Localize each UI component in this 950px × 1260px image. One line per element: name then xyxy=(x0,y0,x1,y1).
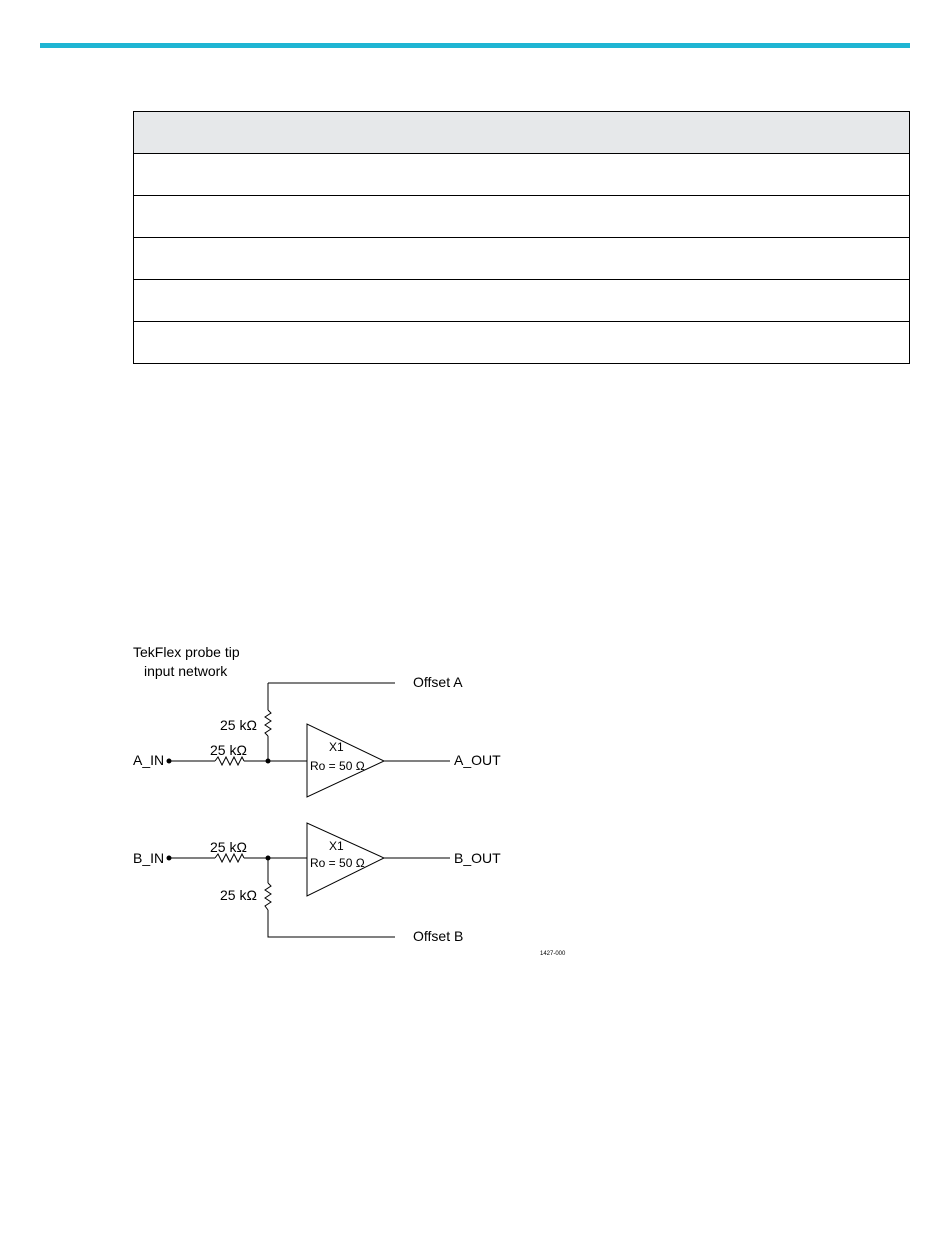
table-cell xyxy=(340,154,544,196)
a-in-label: A_IN xyxy=(133,752,165,768)
resistor-a-shunt xyxy=(265,710,271,736)
table-header-cell xyxy=(747,112,910,154)
table-cell xyxy=(747,196,910,238)
table-cell xyxy=(134,322,341,364)
table-cell xyxy=(747,238,910,280)
table-cell xyxy=(340,238,544,280)
offset-b-wire xyxy=(268,910,395,937)
offset-b-label: Offset B xyxy=(413,928,464,944)
amp-b-ro-label: Ro = 50 Ω xyxy=(310,856,365,870)
table-cell xyxy=(134,154,341,196)
resistor-b-shunt-label: 25 kΩ xyxy=(220,887,257,903)
table-cell xyxy=(134,238,341,280)
table-cell xyxy=(340,196,544,238)
amp-b-gain-label: X1 xyxy=(329,839,344,853)
table-cell xyxy=(134,280,341,322)
table-row xyxy=(134,196,910,238)
table-header-row xyxy=(134,112,910,154)
table-row xyxy=(134,154,910,196)
table-row xyxy=(134,280,910,322)
table-header-cell xyxy=(340,112,544,154)
table-row xyxy=(134,238,910,280)
resistor-a-shunt-label: 25 kΩ xyxy=(220,717,257,733)
figure-id-label: 1427-000 xyxy=(540,951,566,957)
table-cell xyxy=(340,280,544,322)
b-in-terminal xyxy=(167,856,172,861)
a-junction xyxy=(266,759,271,764)
resistor-a-series-label: 25 kΩ xyxy=(210,742,247,758)
a-in-terminal xyxy=(167,759,172,764)
offset-a-label: Offset A xyxy=(413,674,463,690)
b-out-label: B_OUT xyxy=(454,850,501,866)
b-junction xyxy=(266,856,271,861)
schematic-caption: TekFlex probe tip xyxy=(133,644,240,660)
table-row xyxy=(134,322,910,364)
table-cell xyxy=(544,196,747,238)
a-out-label: A_OUT xyxy=(454,752,501,768)
table-cell xyxy=(544,238,747,280)
table-header-cell xyxy=(134,112,341,154)
probe-tip-schematic xyxy=(120,630,580,965)
table-header-cell xyxy=(544,112,747,154)
resistor-b-series xyxy=(215,854,244,862)
resistor-a-series xyxy=(215,757,244,765)
amp-a-ro-label: Ro = 50 Ω xyxy=(310,759,365,773)
schematic-caption: input network xyxy=(144,663,228,679)
spec-table xyxy=(133,111,910,364)
table-cell xyxy=(747,322,910,364)
table-cell xyxy=(340,322,544,364)
table-cell xyxy=(134,196,341,238)
resistor-b-shunt xyxy=(265,883,271,910)
table-cell xyxy=(544,280,747,322)
b-in-label: B_IN xyxy=(133,850,165,866)
table-cell xyxy=(544,322,747,364)
header-accent-rule xyxy=(40,43,910,48)
table-cell xyxy=(544,154,747,196)
table-cell xyxy=(747,280,910,322)
amp-a-gain-label: X1 xyxy=(329,740,344,754)
resistor-b-series-label: 25 kΩ xyxy=(210,839,247,855)
table-cell xyxy=(747,154,910,196)
